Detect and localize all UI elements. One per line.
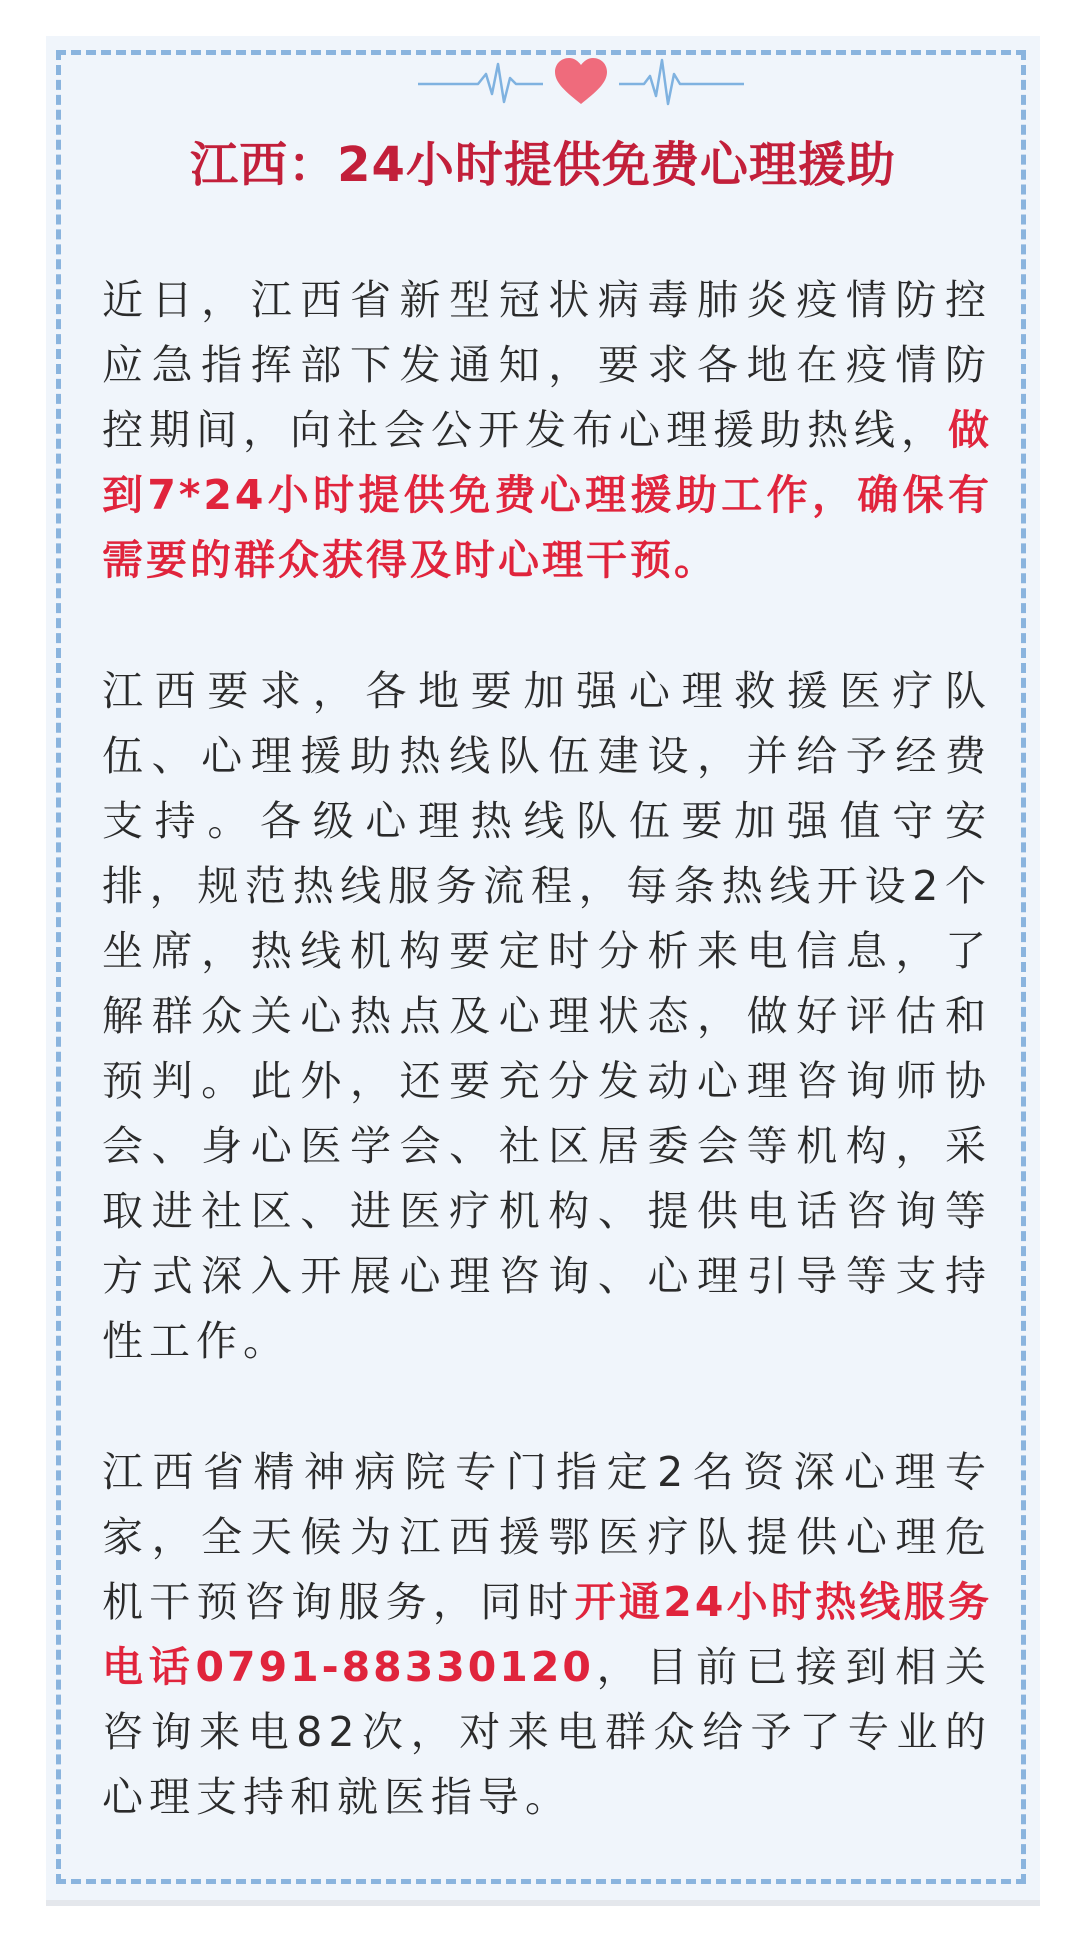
- article-body: [102, 268, 992, 1896]
- heartbeat-ornament: [418, 44, 744, 114]
- highlight-free-aid: 做到7*24小时提供免费心理援助工作，确保有需要的群众获得及时心理干预。: [102, 406, 992, 584]
- paragraph-2: 江西要求，各地要加强心理救援医疗队伍、心理援助热线队伍建设，并给予经费支持。各级心理热线队伍要加强值守安排，规范热线服务流程，每条热线开设2个坐席，热线机构要定时分析来电信息，了解群众关心热点及心理状态，做好评估和预判。此外，还要充分发动心理咨询师协会、身心医学会、社区居委会等机构，采取进社区、进医疗机构、提供电话咨询等方式深入开展心理咨询、心理引导等支持性工作。: [102, 667, 992, 1365]
- article-card: [46, 36, 1040, 1900]
- highlight-hotline: 开通24小时热线服务电话0791-88330120: [102, 1578, 992, 1691]
- article-title: 江西：24小时提供免费心理援助: [190, 137, 896, 193]
- heart-icon: [555, 58, 607, 104]
- paragraph-3: 江西省精神病院专门指定2名资深心理专家，全天候为江西援鄂医疗队提供心理危机干预咨询服务，同时开通24小时热线服务电话0791-88330120，目前已接到相关咨询来电82次，对来电群众给予了专业的心理支持和就医指导。: [102, 1448, 993, 1821]
- paragraph-1: 近日，江西省新型冠状病毒肺炎疫情防控应急指挥部下发通知，要求各地在疫情防控期间，向社会公开发布心理援助热线，做到7*24小时提供免费心理援助工作，确保有需要的群众获得及时心理干预。: [102, 276, 992, 584]
